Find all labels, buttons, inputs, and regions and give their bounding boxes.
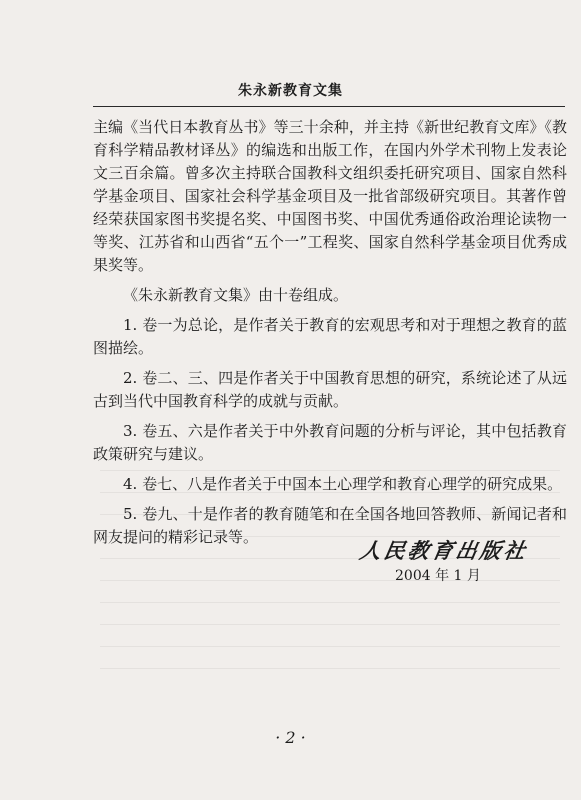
paragraph-volume-7-8: 4. 卷七、八是作者关于中国本土心理学和教育心理学的研究成果。	[123, 475, 563, 493]
body-text	[93, 116, 567, 549]
publisher-signature: 人民教育出版社	[357, 538, 531, 563]
header-rule	[93, 106, 565, 107]
paragraph-volume-9-10: 5. 卷九、十是作者的教育随笔和在全国各地回答教师、新闻记者和网友提问的精彩记录等。	[93, 505, 567, 546]
paragraph-intro: 主编《当代日本教育丛书》等三十余种，并主持《新世纪教育文库》《教育科学精品教材译丛》的编选和出版工作，在国内外学术刊物上发表论文三百余篇。曾多次主持联合国教科文组织委托研究项目、国家自然科学基金项目、国家社会科学基金项目及一批省部级研究项目。其著作曾经荣获国家图书奖提名奖、中国图书奖、中国优秀通俗政治理论读物一等奖、江苏省和山西省“五个一”工程奖、国家自然科学基金项目优秀成果奖等。	[93, 118, 567, 274]
paragraph-overview: 《朱永新教育文集》由十卷组成。	[123, 286, 349, 304]
running-title: 朱永新教育文集	[238, 83, 343, 99]
paragraph-volume-2-4: 2. 卷二、三、四是作者关于中国教育思想的研究，系统论述了从远古到当代中国教育科学的成就与贡献。	[93, 369, 567, 410]
paragraph-volume-5-6: 3. 卷五、六是作者关于中外教育问题的分析与评论，其中包括教育政策研究与建议。	[93, 422, 567, 463]
signature-date: 2004 年 1 月	[395, 568, 481, 584]
paragraph-volume-1: 1. 卷一为总论，是作者关于教育的宏观思考和对于理想之教育的蓝图描绘。	[93, 316, 567, 357]
page-number: · 2 ·	[275, 728, 306, 747]
